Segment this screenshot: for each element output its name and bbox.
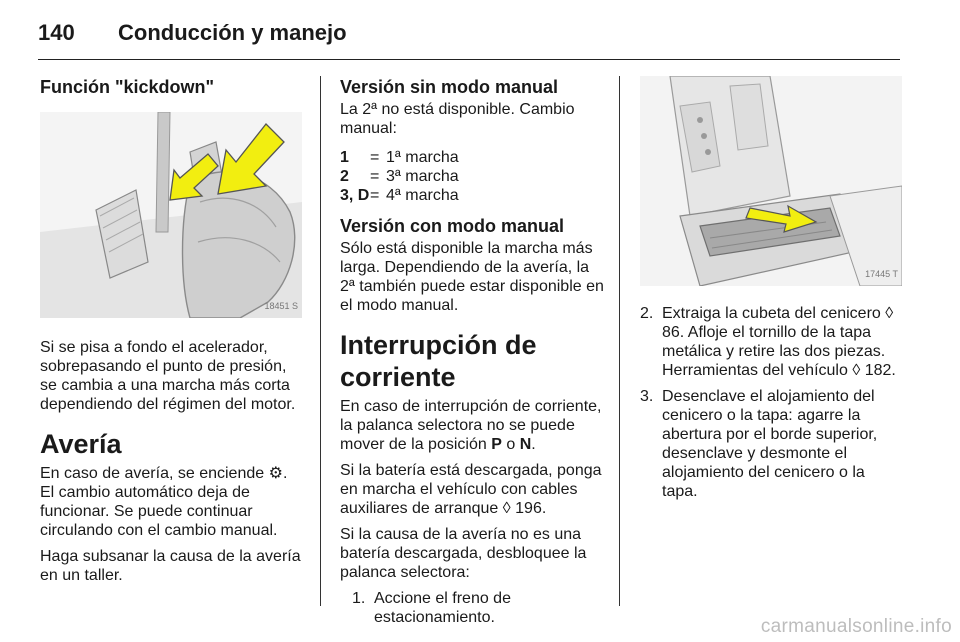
- step-text: Accione el freno de estacionamiento.: [374, 590, 511, 626]
- position-n: N: [519, 436, 532, 453]
- list-item: [640, 387, 902, 501]
- gear-key: 1: [340, 149, 349, 166]
- kickdown-heading: Función "kickdown": [40, 77, 215, 97]
- kickdown-text: Si se pisa a fondo el acelerador, sobrepasando el punto de presión, se cambia a una marcha más corta dependiendo del régimen del motor.: [40, 339, 296, 413]
- averia-heading: Avería: [40, 429, 122, 459]
- gear-eq: =: [370, 168, 380, 185]
- power-heading: Interrupción de corriente: [340, 330, 537, 392]
- figure-id: 18451 S: [264, 301, 298, 311]
- power-text-2: [340, 461, 604, 518]
- gear-row: [340, 148, 604, 167]
- step-number: 1.: [352, 590, 366, 607]
- page-header: [38, 14, 900, 60]
- kickdown-figure: [40, 112, 302, 318]
- column-divider: [619, 76, 620, 606]
- manual-off-heading: Versión sin modo manual: [340, 77, 559, 97]
- figure-id: 17445 T: [865, 269, 898, 279]
- step-number: 2.: [640, 305, 654, 322]
- column-1: [40, 76, 302, 592]
- page-title: Conducción y manejo: [118, 20, 347, 45]
- step-number: 3.: [640, 388, 654, 405]
- column-3: [640, 76, 902, 508]
- column-divider: [320, 76, 321, 606]
- watermark[interactable]: carmanualsonline.info: [760, 616, 952, 637]
- gear-value: 3ª marcha: [386, 168, 459, 185]
- step2-ref: 86. Afloje el tornillo de la tapa metálica y retire las dos piezas. Herramientas del vehículo: [662, 324, 886, 379]
- page-number: 140: [38, 20, 75, 45]
- gear-value: 1ª marcha: [386, 149, 459, 166]
- power-text-1: En caso de interrupción de corriente, la palanca selectora no se puede mover de la posición P o N.: [340, 398, 602, 453]
- step-text: [662, 304, 902, 380]
- conjunction: o: [506, 436, 516, 453]
- column-2: [340, 76, 604, 634]
- page-ref[interactable]: 182.: [864, 362, 896, 379]
- page-ref[interactable]: 196.: [515, 500, 547, 517]
- steps-list: [640, 304, 902, 501]
- manual-on-heading: Versión con modo manual: [340, 216, 565, 236]
- pedal-illustration: [40, 112, 302, 318]
- manual-on-text: Sólo está disponible la marcha más larga. Dependiendo de la avería, la 2ª también puede estar disponible en el modo manual.: [340, 240, 604, 314]
- page-ref-icon: ◊: [885, 305, 894, 322]
- step2-a: Extraiga la cubeta del cenicero: [662, 305, 881, 322]
- ashtray-figure: [640, 76, 902, 286]
- power-text-3: Si la causa de la avería no es una batería descargada, desbloquee la palanca selectora:: [340, 526, 587, 581]
- gear-key: 3, D: [340, 187, 370, 204]
- steps-list: [340, 589, 604, 627]
- list-item: [640, 304, 902, 380]
- power-text-1-body: En caso de interrupción de corriente, la palanca selectora no se puede mover de la posición: [340, 398, 602, 453]
- gear-eq: =: [370, 149, 380, 166]
- page-ref-icon: ◊: [502, 500, 511, 517]
- position-p: P: [491, 436, 502, 453]
- gear-eq: =: [370, 187, 380, 204]
- manual-off-text: La 2ª no está disponible. Cambio manual:: [340, 101, 575, 137]
- averia-text-3: Haga subsanar la causa de la avería en un taller.: [40, 548, 301, 584]
- list-item: [352, 589, 604, 627]
- gear-row: [340, 186, 604, 205]
- page-ref-icon: ◊: [852, 362, 861, 379]
- ashtray-illustration: [640, 76, 902, 286]
- step-text: Desenclave el alojamiento del cenicero o la tapa: agarre la abertura por el borde superior, desenclave y desmonte el alojamiento del cenicero o la tapa.: [662, 388, 878, 500]
- gear-row: [340, 167, 604, 186]
- power-text-2-body: Si la batería está descargada, ponga en marcha el vehículo con cables auxiliares de arranque: [340, 462, 602, 517]
- gear-value: 4ª marcha: [386, 187, 459, 204]
- gear-table: [340, 148, 604, 205]
- averia-text-2: El cambio automático deja de funcionar. Se puede continuar circulando con el cambio manual.: [40, 484, 278, 539]
- gear-key: 2: [340, 168, 349, 185]
- averia-text-1: En caso de avería, se enciende ⚙.: [40, 465, 288, 482]
